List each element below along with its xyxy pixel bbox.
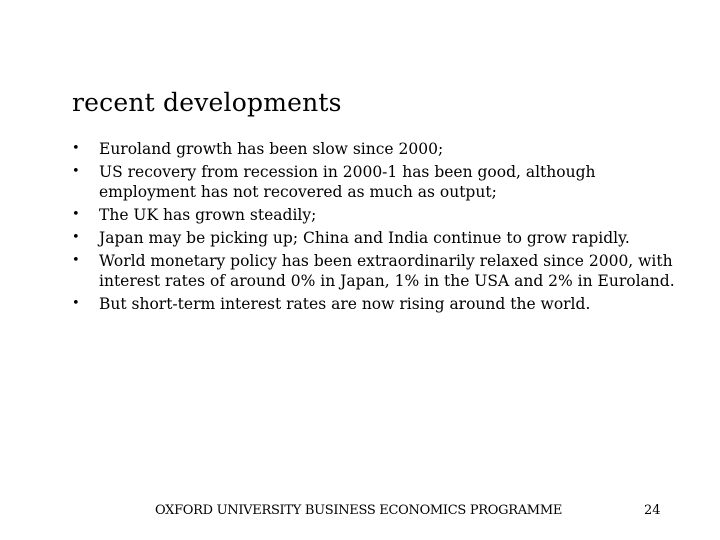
bullet-dot-icon: • xyxy=(72,207,80,222)
bullet-item xyxy=(72,228,692,248)
bullet-item xyxy=(72,205,692,225)
bullet-dot-icon: • xyxy=(72,141,80,156)
bullet-dot-icon: • xyxy=(72,164,80,179)
bullet-item xyxy=(72,162,692,202)
bullet-dot-icon: • xyxy=(72,253,80,268)
footer-organization: OXFORD UNIVERSITY BUSINESS ECONOMICS PROGRAMME xyxy=(155,503,563,518)
bullet-list xyxy=(72,139,692,317)
bullet-text: US recovery from recession in 2000-1 has been good, although employment has not recovered as much as output; xyxy=(99,163,596,201)
bullet-text: The UK has grown steadily; xyxy=(99,206,317,224)
page-number: 24 xyxy=(644,503,661,518)
bullet-text: World monetary policy has been extraordinarily relaxed since 2000, with interest rates of around 0% in Japan, 1% in the USA and 2% in Euroland. xyxy=(99,252,675,290)
bullet-dot-icon: • xyxy=(72,230,80,245)
bullet-text: But short-term interest rates are now rising around the world. xyxy=(99,295,591,313)
slide-title: recent developments xyxy=(72,88,342,117)
bullet-item xyxy=(72,139,692,159)
bullet-text: Euroland growth has been slow since 2000; xyxy=(99,140,444,158)
bullet-text: Japan may be picking up; China and India continue to grow rapidly. xyxy=(99,229,630,247)
bullet-dot-icon: • xyxy=(72,296,80,311)
bullet-item xyxy=(72,251,692,291)
bullet-item xyxy=(72,294,692,314)
